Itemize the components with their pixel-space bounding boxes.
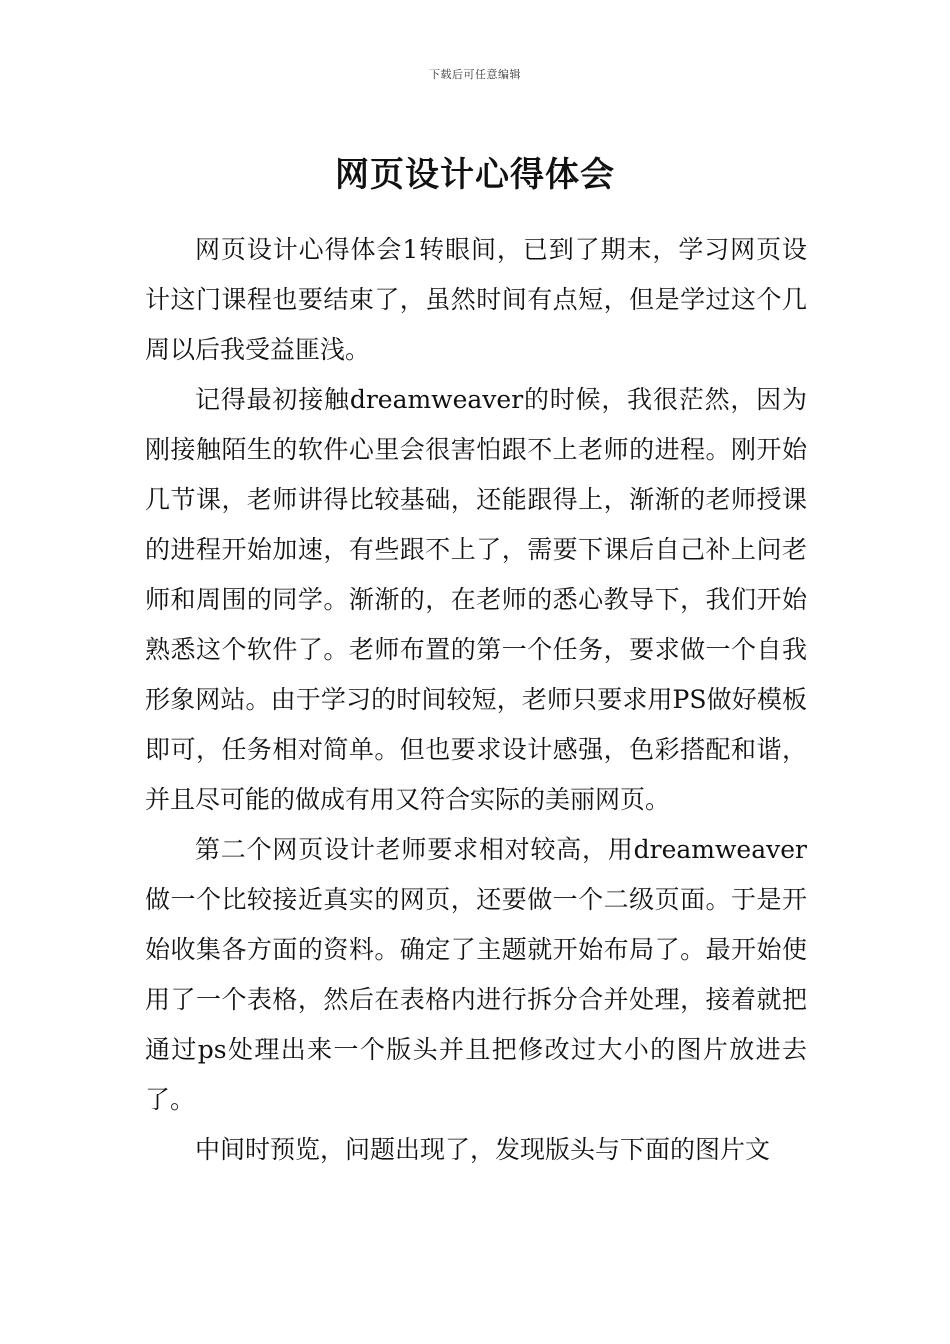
paragraph-3: 第二个网页设计老师要求相对较高，用dreamweaver做一个比较接近真实的网页，还要做一个二级页面。于是开始收集各方面的资料。确定了主题就开始布局了。最开始使用了一个表格，然后在表格内进行拆分合并处理，接着就把通过ps处理出来一个版头并且把修改过大小的图片放进去了。 [145, 835, 807, 1114]
document-body [145, 225, 807, 1175]
paragraph-1: 网页设计心得体会1转眼间，已到了期末，学习网页设计这门课程也要结束了，虽然时间有点短，但是学过这个几周以后我受益匪浅。 [145, 235, 807, 364]
paragraph-2: 记得最初接触dreamweaver的时候，我很茫然，因为刚接触陌生的软件心里会很害怕跟不上老师的进程。刚开始几节课，老师讲得比较基础，还能跟得上，渐渐的老师授课的进程开始加速，有些跟不上了，需要下课后自己补上问老师和周围的同学。渐渐的，在老师的悉心教导下，我们开始熟悉这个软件了。老师布置的第一个任务，要求做一个自我形象网站。由于学习的时间较短，老师只要求用PS做好模板即可，任务相对简单。但也要求设计感强，色彩搭配和谐，并且尽可能的做成有用又符合实际的美丽网页。 [145, 385, 807, 814]
paragraph-4: 中间时预览，问题出现了，发现版头与下面的图片文 [195, 1135, 771, 1164]
header-note: 下载后可任意编辑 [429, 68, 521, 81]
document-title: 网页设计心得体会 [335, 154, 615, 195]
